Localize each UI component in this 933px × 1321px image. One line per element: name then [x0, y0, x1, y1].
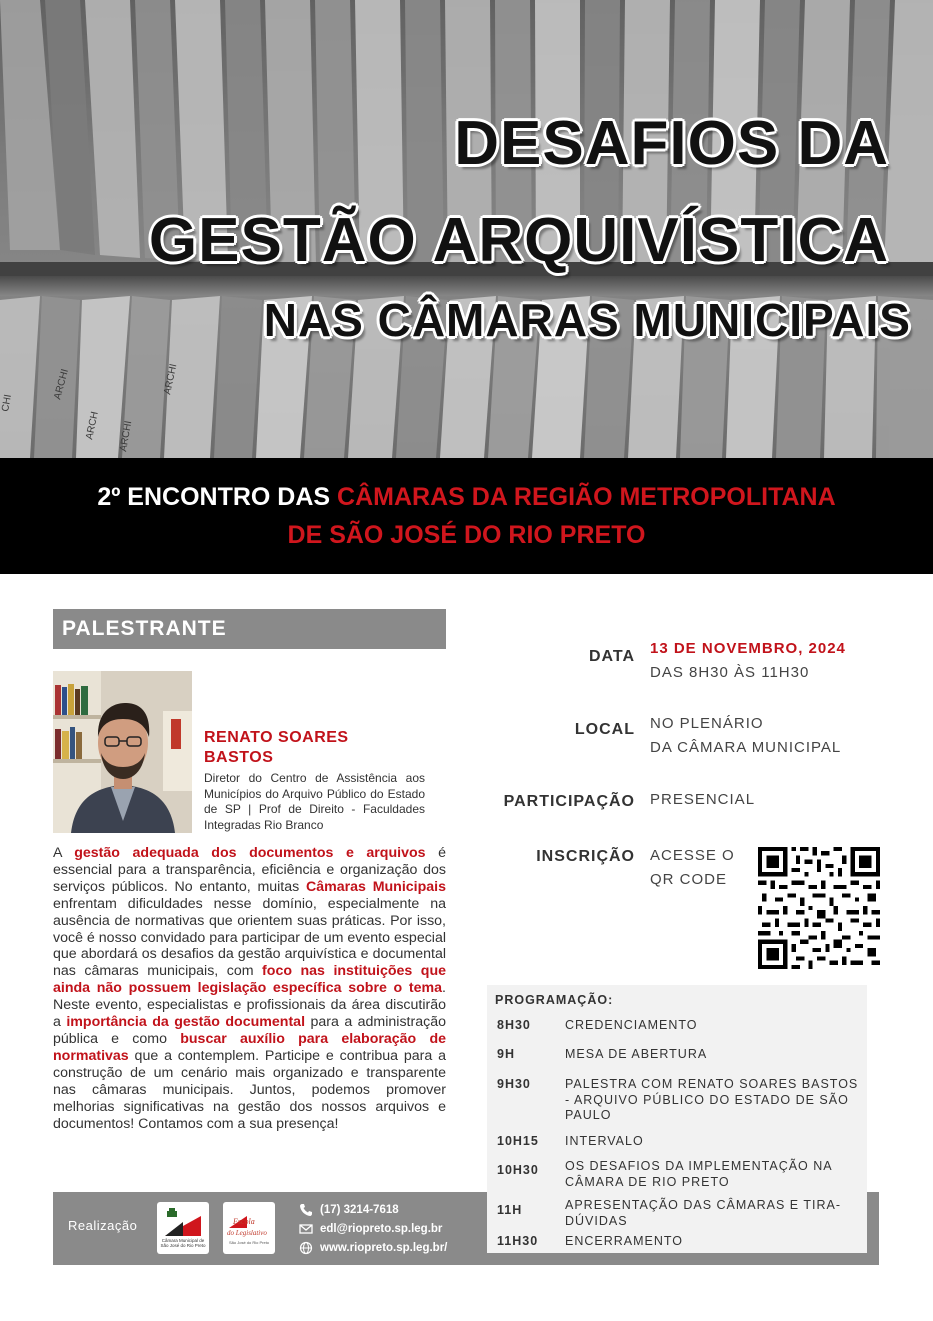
body-highlight: importância da gestão documental: [66, 1014, 306, 1031]
body-highlight: foco nas instituições que ainda não possuem legislação específica sobre o tema: [53, 963, 446, 997]
registration-label: INSCRIÇÃO: [536, 848, 635, 865]
participation-label: PARTICIPAÇÃO: [503, 793, 635, 810]
program-time: 10H30: [497, 1163, 539, 1177]
program-title: PROGRAMAÇÃO:: [495, 993, 614, 1007]
program-desc: MESA DE ABERTURA: [565, 1047, 708, 1061]
program-desc: INTERVALO: [565, 1134, 644, 1148]
program-desc: OS DESAFIOS DA IMPLEMENTAÇÃO NA CÂMARA DE RIO PRETO: [565, 1159, 832, 1189]
speaker-photo: [53, 671, 192, 833]
location-value: [650, 712, 841, 760]
invitation-text: [53, 845, 446, 1132]
program-time: 9H30: [497, 1077, 531, 1091]
body-text-part: para a administração pública e como: [53, 1014, 446, 1047]
registration-value: [650, 844, 735, 892]
contact-list: [299, 1200, 447, 1257]
registration-line-1: ACESSE O: [650, 847, 735, 864]
program-time: 11H: [497, 1203, 523, 1217]
date-value: [650, 637, 846, 685]
phone-text: (17) 3214-7618: [320, 1203, 399, 1216]
mail-icon: [299, 1222, 313, 1236]
participation-value: PRESENCIAL: [650, 791, 756, 808]
event-line-1-red: CÂMARAS DA REGIÃO METROPOLITANA: [337, 483, 836, 511]
program-time: 10H15: [497, 1134, 539, 1148]
website-text: www.riopreto.sp.leg.br/: [320, 1241, 448, 1254]
registration-line-2: QR CODE: [650, 871, 728, 888]
event-line-1: [0, 478, 933, 516]
contact-phone[interactable]: [299, 1200, 447, 1219]
body-highlight: gestão adequada dos documentos e arquivos: [74, 845, 426, 861]
program-desc: CREDENCIAMENTO: [565, 1018, 698, 1032]
event-line-1-white: 2º ENCONTRO DAS: [97, 483, 338, 511]
program-time: 11H30: [497, 1234, 539, 1248]
organizer-label: Realização: [68, 1218, 138, 1233]
contact-website[interactable]: [299, 1238, 447, 1257]
escola-logo-word: Escola: [233, 1217, 255, 1226]
location-label: LOCAL: [574, 721, 635, 738]
program-time: 8H30: [497, 1018, 531, 1032]
escola-logo-word-2: do Legislativo: [227, 1229, 267, 1237]
body-text-part: . Neste evento, especialistas e profissionais da área discutirão a: [53, 980, 446, 1031]
program-desc: ENCERRAMENTO: [565, 1234, 684, 1248]
location-line-2: DA CÂMARA MUNICIPAL: [650, 739, 842, 756]
program-box: [487, 985, 867, 1253]
body-text-part: A: [53, 845, 75, 861]
hero-title-line-3: NAS CÂMARAS MUNICIPAIS: [263, 294, 911, 346]
email-text: edl@riopreto.sp.leg.br: [320, 1222, 443, 1235]
registration-qr-code[interactable]: [758, 847, 880, 969]
hero-title-line-1: DESAFIOS DA: [454, 109, 889, 178]
phone-icon: [299, 1203, 313, 1217]
body-highlight: buscar auxílio para elaboração de normativas: [53, 1030, 447, 1064]
program-time: 9H: [497, 1047, 515, 1061]
speaker-description: Diretor do Centro de Assistência aos Municípios do Arquivo Público do Estado de SP | Prof de Direito - Faculdades Integradas Rio Branco: [204, 771, 425, 832]
body-text-part: é essencial para a transparência, eficiência e organização dos serviços públicos. No entanto, muitas: [53, 845, 446, 895]
event-banner: [0, 458, 933, 574]
event-line-2: DE SÃO JOSÉ DO RIO PRETO: [287, 521, 646, 549]
hero-title-line-2: GESTÃO ARQUIVÍSTICA: [148, 206, 889, 275]
date-time: DAS 8H30 ÀS 11H30: [650, 664, 810, 681]
program-desc: APRESENTAÇÃO DAS CÂMARAS E TIRA-DÚVIDAS: [565, 1198, 842, 1228]
speaker-name-line-2: BASTOS: [204, 749, 274, 766]
date-day: 13 DE NOVEMBRO, 2024: [650, 640, 846, 657]
body-text-part: que a contemplem. Participe e contribua para a construção de um cenário mais organizado e transparente nas câmaras municipais. Juntos, podemos promover melhorias significativas na gestão dos nossos arquivos e documentos! Contamos com a sua presença!: [53, 1047, 446, 1132]
body-highlight: Câmaras Municipais: [306, 878, 447, 895]
location-line-1: NO PLENÁRIO: [650, 715, 764, 732]
escola-logo-caption: São José do Rio Preto: [229, 1240, 270, 1245]
date-label: DATA: [588, 648, 635, 665]
program-desc: PALESTRA COM RENATO SOARES BASTOS - ARQUIVO PÚBLICO DO ESTADO DE SÃO PAULO: [565, 1077, 859, 1122]
body-text-part: enfrentam dificuldades nesse domínio, especialmente na ausência de normativas que orientem suas práticas. Por isso, você é nosso convidado para participar de um evento especial que abordará os desafios da gestão arquivística e documental nas câmaras municipais, com: [53, 895, 446, 980]
globe-icon: [299, 1241, 313, 1255]
escola-legislativo-logo: [223, 1202, 275, 1254]
speaker-name-line-1: RENATO SOARES: [204, 729, 349, 746]
camara-logo: [157, 1202, 209, 1254]
contact-email[interactable]: [299, 1219, 447, 1238]
hero-banner: [0, 0, 933, 458]
camara-logo-caption: Câmara Municipal de São José do Rio Preto: [160, 1238, 206, 1248]
speaker-section-heading: PALESTRANTE: [53, 609, 446, 649]
